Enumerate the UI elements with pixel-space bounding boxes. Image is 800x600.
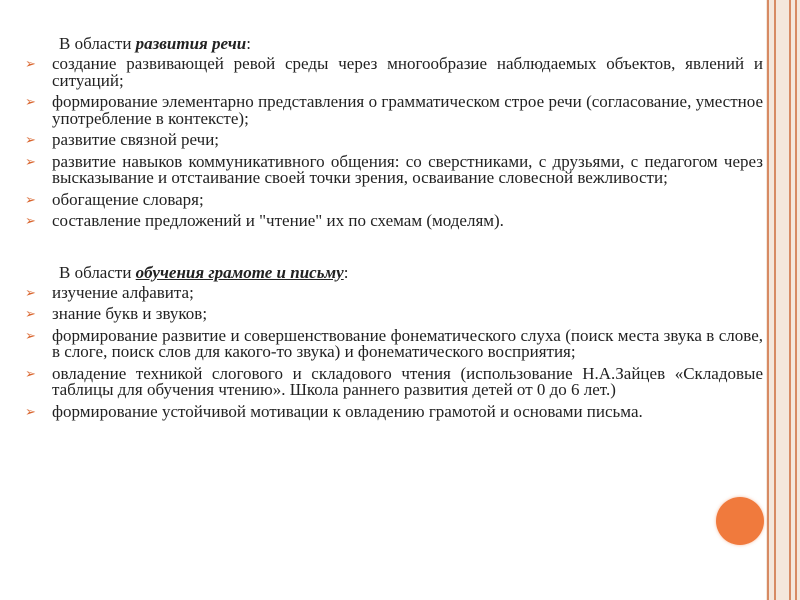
arrow-bullet-icon: ➢	[25, 285, 36, 301]
list-item-text: создание развивающей ревой среды через многообразие наблюдаемых объектов, явлений и ситуаций;	[52, 54, 763, 90]
arrow-bullet-icon: ➢	[25, 154, 36, 170]
list-item-text: развитие навыков коммуникативного общения: со сверстниками, с друзьями, с педагогом через высказывание и отстаивание своей точки зрения, осваивание словесной вежливости;	[52, 151, 763, 187]
literacy-list	[25, 282, 763, 421]
frame-line	[789, 0, 791, 600]
heading-emphasis: развития речи	[135, 34, 247, 53]
arrow-bullet-icon: ➢	[25, 133, 36, 148]
list-item	[25, 401, 763, 421]
frame-line	[795, 0, 797, 600]
heading-suffix: :	[246, 34, 251, 53]
section-spacer	[25, 235, 763, 263]
arrow-bullet-icon: ➢	[25, 95, 36, 110]
section-heading-literacy	[25, 263, 763, 282]
frame-line	[767, 0, 769, 600]
list-item	[25, 56, 763, 89]
arrow-bullet-icon: ➢	[25, 307, 36, 322]
list-item-text: обогащение словаря;	[52, 189, 204, 209]
arrow-bullet-icon: ➢	[25, 192, 36, 208]
slide-content	[25, 34, 763, 425]
list-item	[25, 363, 763, 399]
heading-prefix: В области	[59, 34, 136, 53]
heading-suffix: :	[343, 262, 349, 282]
arrow-bullet-icon: ➢	[25, 57, 36, 72]
list-item-text: изучение алфавита;	[52, 282, 194, 302]
list-item-text: овладение техникой слогового и складового чтения (использование Н.А.Зайцев «Складовые таблицы для обучения чтению». Школа раннего развития детей от 0 до 6 лет.)	[52, 363, 763, 399]
list-item	[25, 325, 763, 361]
list-item	[25, 151, 763, 187]
speech-list	[25, 56, 763, 230]
arrow-bullet-icon: ➢	[25, 328, 36, 344]
arrow-bullet-icon: ➢	[25, 366, 36, 382]
frame-line	[774, 0, 776, 600]
list-item-text: составление предложений и "чтение" их по схемам (моделям).	[52, 211, 504, 230]
list-item	[25, 189, 763, 209]
heading-emphasis: обучения грамоте и письму	[135, 262, 344, 282]
decorative-orange-circle	[716, 497, 764, 545]
heading-prefix: В области	[59, 262, 136, 282]
list-item	[25, 132, 763, 149]
list-item-text: формирование развитие и совершенствование фонематического слуха (поиск места звука в слове, в слоге, поиск слов для какого-то звука) и фонематического восприятия;	[52, 325, 763, 361]
arrow-bullet-icon: ➢	[25, 404, 36, 420]
section-heading-speech	[25, 34, 763, 53]
list-item	[25, 306, 763, 323]
list-item-text: развитие связной речи;	[52, 130, 220, 149]
list-item-text: знание букв и звуков;	[52, 304, 208, 323]
list-item	[25, 94, 763, 127]
list-item	[25, 282, 763, 302]
arrow-bullet-icon: ➢	[25, 214, 36, 229]
list-item	[25, 213, 763, 230]
list-item-text: формирование элементарно представления о грамматическом строе речи (согласование, уместное употребление в контексте);	[52, 92, 763, 128]
list-item-text: формирование устойчивой мотивации к овладению грамотой и основами письма.	[52, 401, 643, 421]
